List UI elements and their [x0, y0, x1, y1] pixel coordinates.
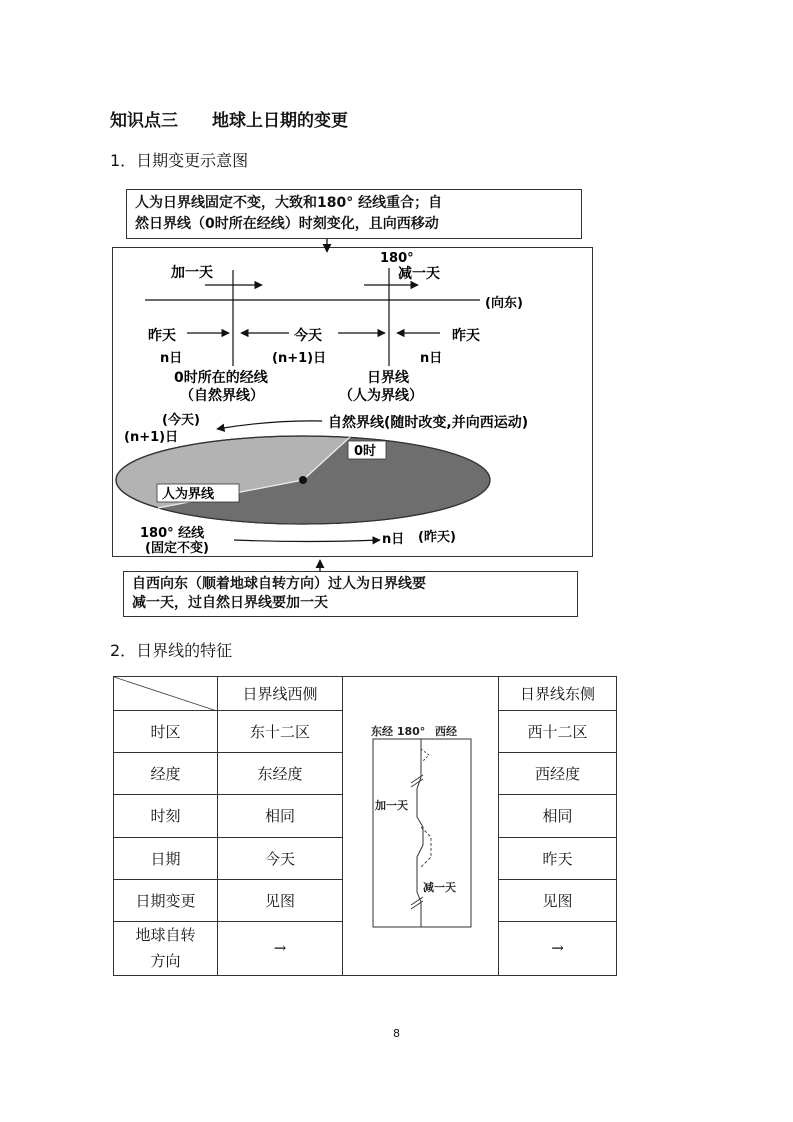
row-label: 时区	[114, 711, 218, 753]
bottom-note	[123, 571, 578, 617]
row-west: 东经度	[218, 753, 343, 795]
date-line-figure-cell	[343, 677, 499, 976]
natural-line-label: 0时所在的经线	[174, 370, 268, 386]
artificial-line-label: 日界线	[367, 370, 409, 386]
figure-frame	[373, 739, 471, 927]
yesterday-left-label: 昨天	[148, 328, 176, 344]
bottom-note-line1: 自西向东（顺着地球自转方向）过人为日界线要	[132, 576, 426, 592]
header-west: 日界线西侧	[218, 677, 343, 711]
row-west: →	[218, 921, 343, 975]
figure-add-day-label: 加一天	[375, 799, 408, 812]
row-east: 见图	[499, 879, 617, 921]
row-label: 日期变更	[114, 879, 218, 921]
date-line-feature-table	[113, 676, 617, 976]
row-east: 西十二区	[499, 711, 617, 753]
section-title: 知识点三 地球上日期的变更	[110, 111, 348, 131]
row-west: 今天	[218, 837, 343, 879]
n1-day-ellipse-label: (n+1)日	[124, 430, 179, 445]
label-180: 180°	[380, 251, 414, 266]
figure-top-left-label: 东经 180°	[371, 725, 426, 738]
yesterday-bottom-label: (昨天)	[418, 530, 456, 545]
earth-center	[299, 476, 307, 484]
zero-hour-label: 0时	[354, 444, 377, 459]
meridian-180-label: 180° 经线	[140, 526, 205, 541]
row-west: 见图	[218, 879, 343, 921]
row-east: 相同	[499, 795, 617, 837]
header-east: 日界线东侧	[499, 677, 617, 711]
item2-title: 2．日界线的特征	[110, 641, 233, 660]
row-label: 时刻	[114, 795, 218, 837]
row-label: 地球自转方向	[114, 921, 218, 975]
item1-title: 1．日期变更示意图	[110, 151, 249, 170]
figure-sub-day-label: 减一天	[423, 881, 456, 894]
east-label: (向东)	[485, 296, 523, 311]
n-day-bottom-label: n日	[382, 532, 405, 547]
top-note-line1: 人为日界线固定不变，大致和180° 经线重合；自	[135, 195, 443, 211]
top-note-line2: 然日界线（0时所在经线）时刻变化，且向西移动	[135, 216, 439, 232]
today-label: 今天	[294, 328, 322, 344]
yesterday-right-label: 昨天	[452, 328, 480, 344]
n1-day-label: (n+1)日	[272, 351, 327, 366]
fixed-label: (固定不变)	[145, 541, 209, 556]
row-west: 东十二区	[218, 711, 343, 753]
natural-boundary-note: 自然界线(随时改变,并向西运动)	[328, 415, 529, 431]
today-paren-label: (今天)	[162, 413, 200, 428]
row-label: 日期	[114, 837, 218, 879]
row-east: 昨天	[499, 837, 617, 879]
row-west: 相同	[218, 795, 343, 837]
west-motion-arrow	[217, 421, 322, 429]
page-number: 8	[393, 1027, 400, 1040]
artificial-line-sublabel: （人为界线）	[339, 388, 423, 404]
row-east: 西经度	[499, 753, 617, 795]
n-day-right-label: n日	[420, 351, 443, 366]
natural-line-sublabel: （自然界线）	[180, 388, 264, 404]
rotation-arrow	[234, 540, 380, 542]
artificial-boundary-label: 人为界线	[162, 487, 215, 502]
sub-day-label: 减一天	[398, 266, 440, 282]
table-corner-cell	[114, 677, 218, 711]
n-day-left-label: n日	[160, 351, 183, 366]
row-east: →	[499, 921, 617, 975]
figure-top-right-label: 西经	[435, 725, 457, 738]
date-line-figure	[343, 677, 498, 975]
bottom-note-line2: 减一天，过自然日界线要加一天	[132, 595, 328, 611]
add-day-label: 加一天	[171, 265, 213, 281]
row-label: 经度	[114, 753, 218, 795]
